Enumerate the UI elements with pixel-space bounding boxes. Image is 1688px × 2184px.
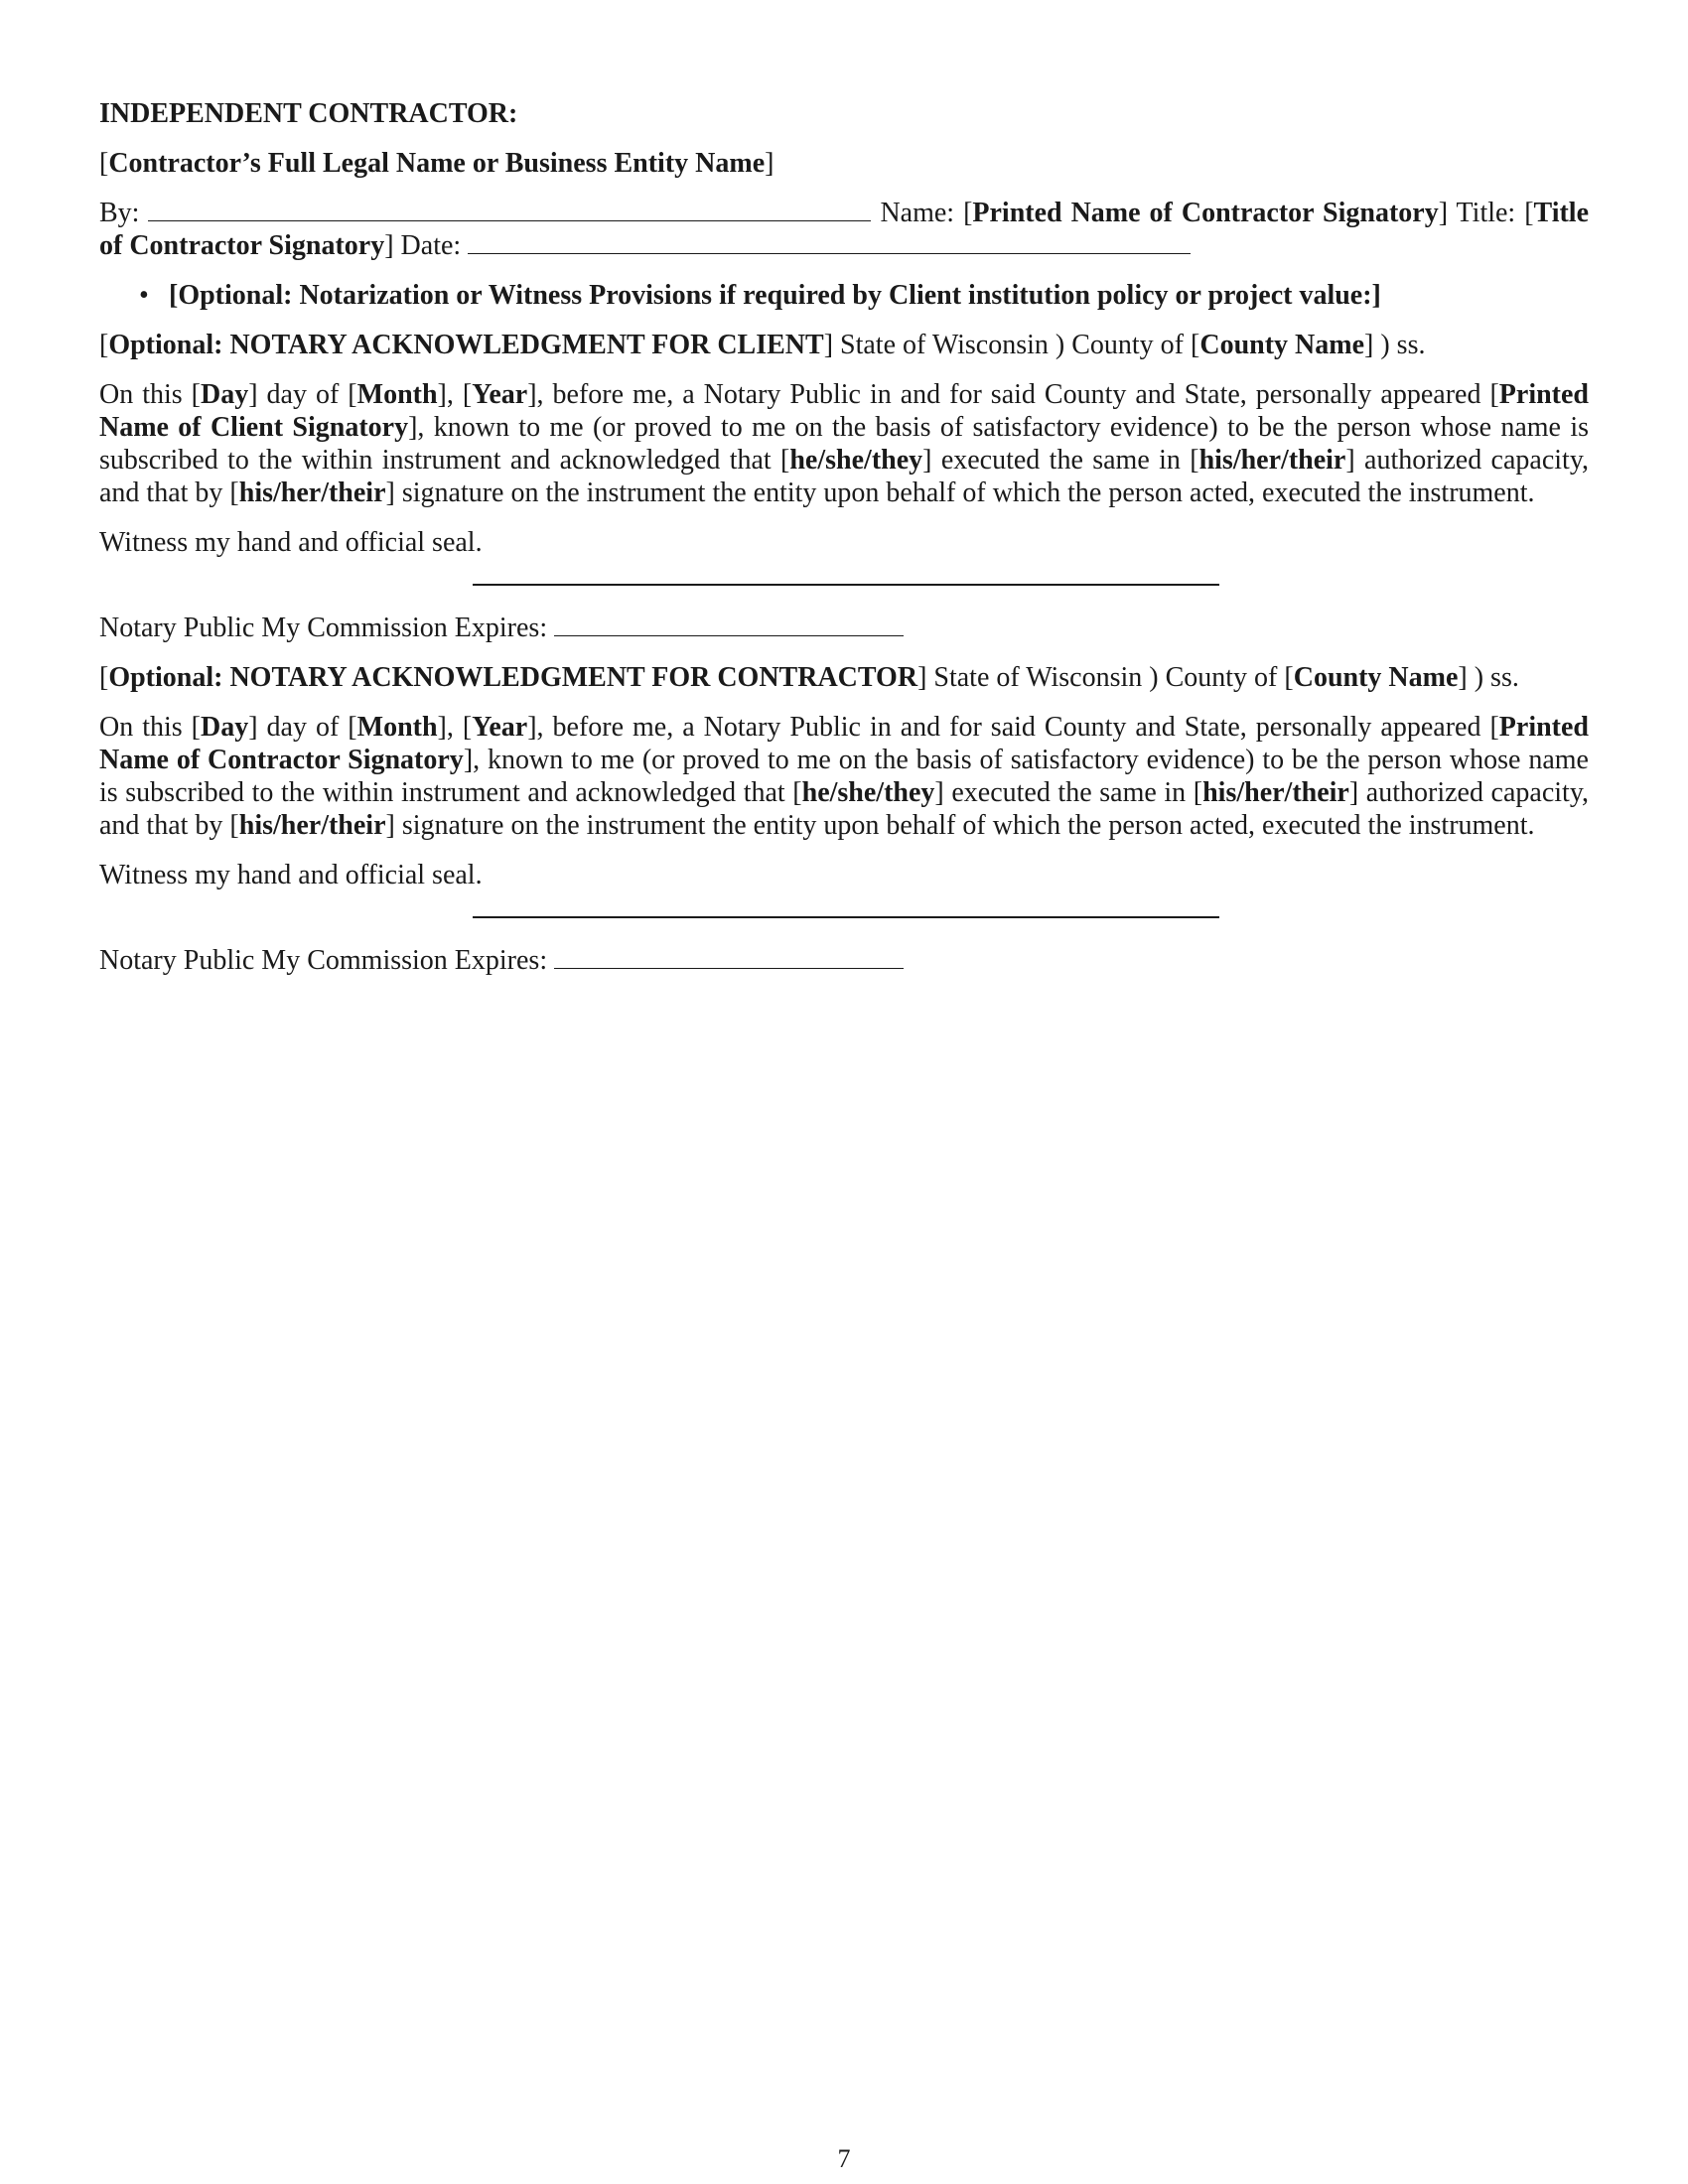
contractor-commission-line: Notary Public My Commission Expires: [99,944,1589,977]
client-notary-heading: [Optional: NOTARY ACKNOWLEDGMENT FOR CLIENT] State of Wisconsin ) County of [County Name] ) ss. [99,330,1426,360]
optional-provisions-list [99,279,1589,312]
county-placeholder: County Name [1199,330,1365,360]
contractor-notary-body: On this [Day] day of [Month], [Year], before me, a Notary Public in and for said County and State, personally appeared [Printed Name of Contractor Signatory], known to me (or proved to me on the basis of satisfactory evidence) to be the person whose name is subscribed to the within instrument and acknowledged that [he/she/they] executed the same in [his/her/their] authorized capacity, and that by [his/her/their] signature on the instrument the entity upon behalf of which the person acted, executed the instrument. [99,712,1590,841]
client-witness-line: Witness my hand and official seal. [99,527,483,558]
document-page [99,97,1589,994]
contractor-signature-line: By: Name: [Printed Name of Contractor Signatory] Title: [Title of Contractor Signatory] Date: [99,198,1590,261]
contractor-witness-line: Witness my hand and official seal. [99,860,483,890]
commission-expiry-blank[interactable] [554,614,904,636]
by-label: By: [99,198,140,228]
contractor-entity-name: [Contractor’s Full Legal Name or Business Entity Name] [99,148,774,179]
client-notary-signature-line[interactable] [473,584,1219,586]
name-label: Name: [880,198,955,228]
date-blank[interactable] [468,231,1191,254]
bullet-icon: • [139,280,149,311]
list-item: • [Optional: Notarization or Witness Provisions if required by Client institution policy or project value:] [139,280,1381,311]
title-label: Title: [1456,198,1516,228]
county-placeholder: County Name [1293,662,1459,693]
client-notary-body: On this [Day] day of [Month], [Year], before me, a Notary Public in and for said County and State, personally appeared [Printed Name of Client Signatory], known to me (or proved to me on the basis of satisfactory evidence) to be the person whose name is subscribed to the within instrument and acknowledged that [he/she/they] executed the same in [his/her/their] authorized capacity, and that by [his/her/their] signature on the instrument the entity upon behalf of which the person acted, executed the instrument. [99,379,1589,508]
page-number: 7 [837,2144,851,2173]
contractor-heading: INDEPENDENT CONTRACTOR: [99,98,518,129]
signature-blank[interactable] [148,199,871,221]
date-label: Date: [400,230,462,261]
client-commission-line: Notary Public My Commission Expires: [99,612,1589,644]
printed-name-placeholder: Printed Name of Contractor Signatory [972,198,1439,228]
contractor-notary-signature-line[interactable] [473,916,1219,918]
contractor-notary-heading: [Optional: NOTARY ACKNOWLEDGMENT FOR CONTRACTOR] State of Wisconsin ) County of [County Name] ) ss. [99,662,1519,693]
title-placeholder: Title of Contractor Signatory [99,198,1590,261]
commission-expiry-blank[interactable] [554,946,904,969]
